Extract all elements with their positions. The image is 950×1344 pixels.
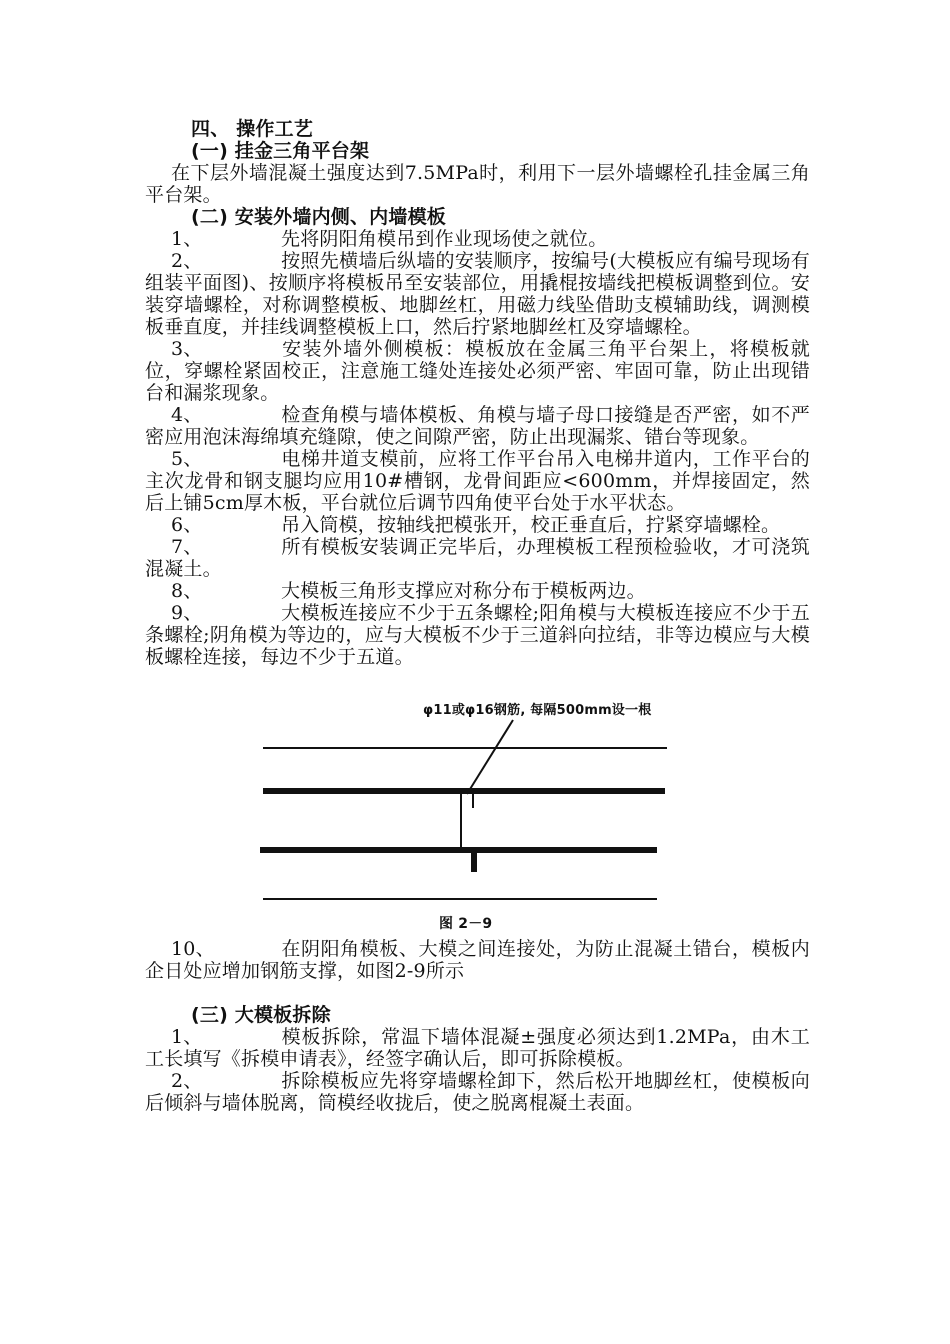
item-number: 5、 bbox=[171, 448, 203, 470]
figure-annotation: φ11或φ16钢筋, 每隔500mm设一根 bbox=[423, 703, 652, 718]
rebar-stub bbox=[471, 850, 477, 872]
list-item bbox=[145, 1026, 810, 1070]
list-item bbox=[145, 404, 810, 448]
subsection-3-title: (三) 大模板拆除 bbox=[191, 1004, 331, 1026]
item-text: 先将阴阳角模吊到作业现场使之就位。 bbox=[281, 228, 608, 250]
item-text: 所有模板安装调正完毕后，办理模板工程预检验收，才可浇筑混凝土。 bbox=[145, 536, 810, 580]
item-text: 按照先横墙后纵墙的安装顺序，按编号(大模板应有编号现场有组装平面图)、按顺序将模板吊至安装部位，用撬棍按墙线把模板调整到位。安装穿墙螺栓，对称调整模板、地脚丝杠，用磁力线坠借助支模辅助线，调测模板垂直度，并挂线调整模板上口，然后拧紧地脚丝杠及穿墙螺栓。 bbox=[145, 250, 810, 338]
annotation-leader-line bbox=[467, 720, 513, 794]
item-number: 2、 bbox=[171, 250, 203, 272]
list-item bbox=[145, 938, 810, 982]
item-text: 安装外墙外侧模板：模板放在金属三角平台架上，将模板就位，穿螺栓紧固校正，注意施工缝处连接处必须严密、牢固可靠，防止出现错台和漏浆现象。 bbox=[145, 338, 810, 404]
list-item bbox=[145, 580, 810, 602]
item-number: 7、 bbox=[171, 536, 203, 558]
item-number: 4、 bbox=[171, 404, 203, 426]
subsection-1-text: 在下层外墙混凝土强度达到7.5MPa时，利用下一层外墙螺栓孔挂金属三角平台架。 bbox=[145, 162, 810, 206]
figure-caption: 图 2－9 bbox=[439, 916, 493, 932]
item-text: 模板拆除，常温下墙体混凝±强度必须达到1.2MPa，由木工工长填写《拆模申请表》，经签字确认后，即可拆除模板。 bbox=[145, 1026, 810, 1070]
document-body bbox=[145, 118, 810, 1114]
list-item bbox=[145, 250, 810, 338]
list-item bbox=[145, 338, 810, 404]
item-text: 检查角模与墙体模板、角模与墙子母口接缝是否严密，如不严密应用泡沫海绵填充缝隙，使之间隙严密，防止出现漏浆、错台等现象。 bbox=[145, 404, 810, 448]
list-item bbox=[145, 514, 810, 536]
item-number: 6、 bbox=[171, 514, 203, 536]
item-text: 吊入筒模，按轴线把模张开，校正垂直后，拧紧穿墙螺栓。 bbox=[281, 514, 781, 536]
item-text: 大模板连接应不少于五条螺栓;阳角模与大模板连接应不少于五条螺栓;阴角模为等边的，应与大模板不少于三道斜向拉结，非等边模应与大模板螺栓连接，每边不少于五道。 bbox=[145, 602, 810, 668]
item-number: 1、 bbox=[171, 1026, 203, 1048]
figure-diagram bbox=[145, 688, 810, 938]
item-number: 9、 bbox=[171, 602, 203, 624]
figure-2-9 bbox=[145, 688, 810, 938]
list-item bbox=[145, 228, 810, 250]
section-title: 四、 操作工艺 bbox=[191, 118, 314, 140]
item-text: 在阴阳角模板、大模之间连接处，为防止混凝土错台，模板内企日处应增加钢筋支撑，如图2-9所示 bbox=[145, 938, 810, 982]
item-number: 8、 bbox=[171, 580, 203, 602]
list-item bbox=[145, 536, 810, 580]
subsection-2-title: (二) 安装外墙内侧、内墙模板 bbox=[191, 206, 446, 228]
subsection-1-title: (一) 挂金三角平台架 bbox=[191, 140, 370, 162]
item-text: 电梯井道支模前，应将工作平台吊入电梯井道内，工作平台的主次龙骨和钢支腿均应用10#槽钢，龙骨间距应<600mm，并焊接固定，然后上铺5cm厚木板，平台就位后调节四角使平台处于水平状态。 bbox=[145, 448, 810, 514]
item-text: 拆除模板应先将穿墙螺栓卸下，然后松开地脚丝杠，使模板向后倾斜与墙体脱离，筒模经收拢后，使之脱离棍凝土表面。 bbox=[145, 1070, 810, 1114]
item-text: 大模板三角形支撑应对称分布于模板两边。 bbox=[281, 580, 646, 602]
list-item bbox=[145, 602, 810, 668]
item-number: 3、 bbox=[171, 338, 203, 360]
item-number: 10、 bbox=[171, 938, 215, 960]
list-item bbox=[145, 1070, 810, 1114]
item-number: 1、 bbox=[171, 228, 203, 250]
list-item bbox=[145, 448, 810, 514]
item-number: 2、 bbox=[171, 1070, 203, 1092]
